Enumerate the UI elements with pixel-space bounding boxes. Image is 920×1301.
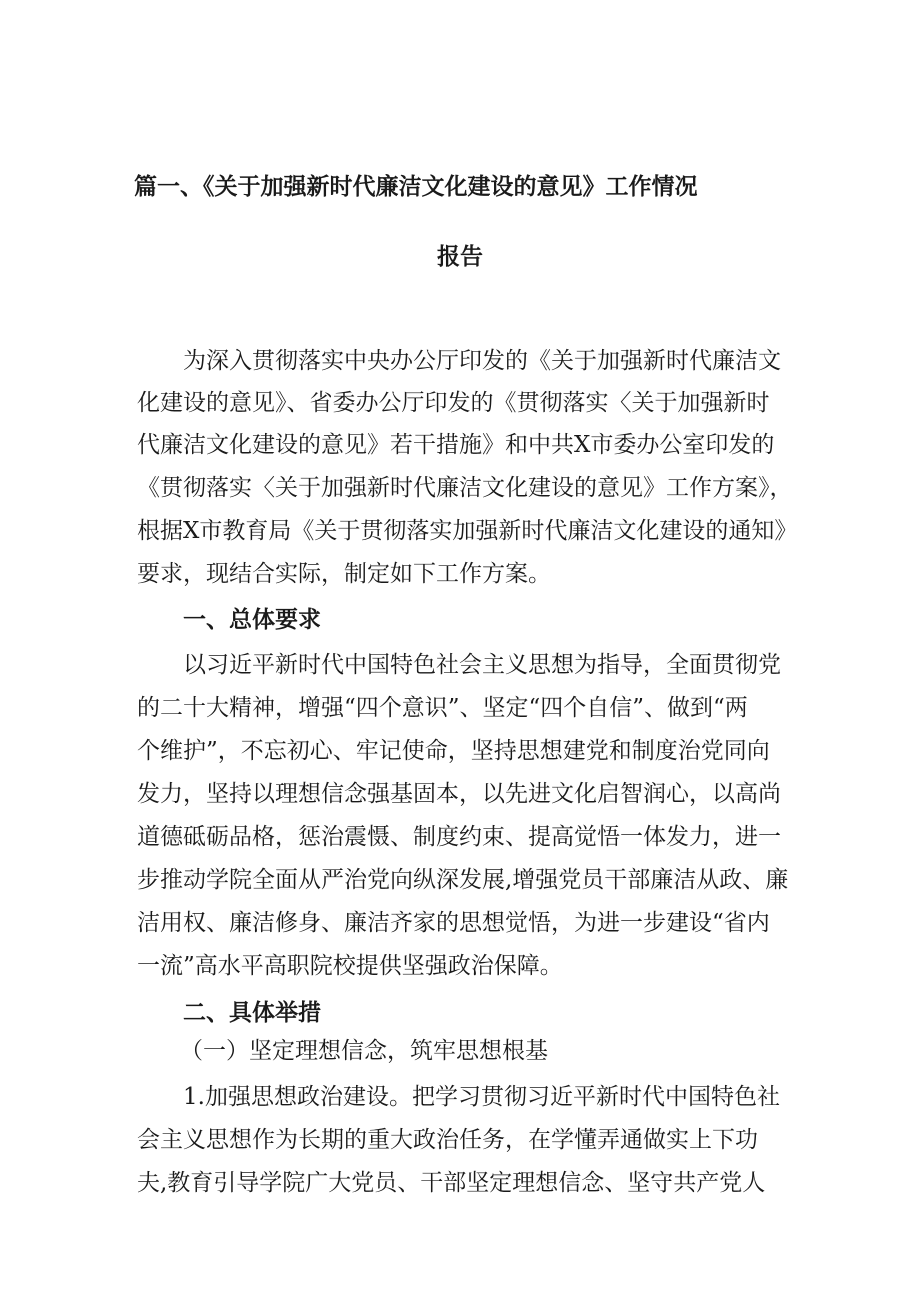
intro-line: 化建设的意见》、省委办公厅印发的《贯彻落实〈关于加强新时 xyxy=(137,390,770,416)
section-1-line: 以习近平新时代中国特色社会主义思想为指导，全面贯彻党 xyxy=(183,652,781,678)
section-1-line: 个维护”，不忘初心、牢记使命，坚持思想建党和制度治党同向 xyxy=(137,738,770,764)
intro-line: 为深入贯彻落实中央办公厅印发的《关于加强新时代廉洁文 xyxy=(183,348,781,374)
section-1-line: 道德砥砺品格，惩治震慑、制度约束、提高觉悟一体发力，进一 xyxy=(137,824,781,850)
section-1-line: 洁用权、廉洁修身、廉洁齐家的思想觉悟，为进一步建设“省内 xyxy=(137,910,770,936)
section-1-line: 发力，坚持以理想信念强基固本，以先进文化启智润心，以高尚 xyxy=(137,781,781,807)
intro-line: 根据X市教育局《关于贯彻落实加强新时代廉洁文化建设的通知》 xyxy=(137,518,798,544)
section-1-line: 步推动学院全面从严治党向纵深发展,增强党员干部廉洁从政、廉 xyxy=(137,867,789,893)
section-1-heading: 一、总体要求 xyxy=(183,607,321,633)
document-title-line-2: 报告 xyxy=(437,244,483,270)
intro-line: 要求，现结合实际，制定如下工作方案。 xyxy=(137,561,551,587)
section-2-heading: 二、具体举措 xyxy=(183,1000,321,1026)
section-1-line: 一流”高水平高职院校提供坚强政治保障。 xyxy=(137,953,563,979)
section-2-subheading: （一）坚定理想信念，筑牢思想根基 xyxy=(180,1038,548,1064)
section-1-line: 的二十大精神，增强“四个意识”、坚定“四个自信”、做到“两 xyxy=(137,695,748,721)
section-2-line: 会主义思想作为长期的重大政治任务，在学懂弄通做实上下功 xyxy=(137,1127,758,1153)
intro-line: 代廉洁文化建设的意见》若干措施》和中共X市委办公室印发的 xyxy=(137,432,775,458)
document-title-line-1: 篇一、《关于加强新时代廉洁文化建设的意见》工作情况 xyxy=(134,174,698,200)
section-2-line: 夫,教育引导学院广大党员、干部坚定理想信念、坚守共产党人 xyxy=(137,1170,766,1196)
section-2-line: 1.加强思想政治建设。把学习贯彻习近平新时代中国特色社 xyxy=(183,1084,780,1110)
intro-line: 《贯彻落实〈关于加强新时代廉洁文化建设的意见》工作方案》， xyxy=(137,475,793,501)
